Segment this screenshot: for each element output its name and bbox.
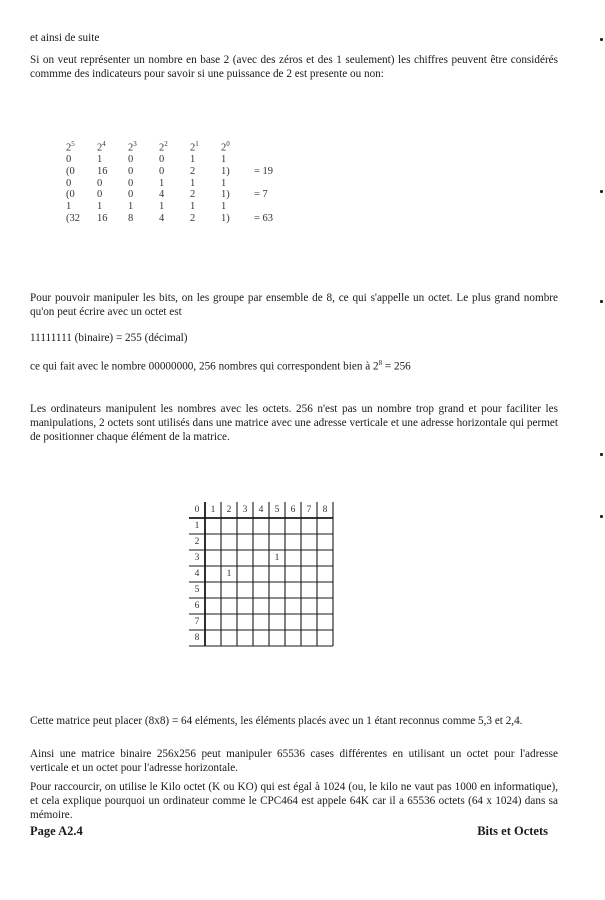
power-cell: 16	[97, 212, 108, 224]
power-row	[66, 189, 294, 201]
power-base: 2	[190, 142, 196, 154]
margin-mark	[600, 515, 603, 518]
power-base: 2	[221, 142, 227, 154]
power-cell: 1	[159, 177, 165, 189]
matrix-row-header: 7	[194, 617, 200, 627]
matrix-row-header: 2	[194, 537, 200, 547]
paragraph-octet: Pour pouvoir manipuler les bits, on les groupe par ensemble de 8, ce qui s'appelle un octet. Le plus grand nombre qu'on peut écrire avec un octet est	[30, 292, 558, 318]
matrix-row-header: 6	[194, 601, 200, 611]
matrix-corner-label: 0	[194, 505, 200, 515]
paragraph-binary-255	[30, 331, 558, 345]
paragraph-kilo-octet: Pour raccourcir, on utilise le Kilo octet (K ou KO) qui est égal à 1024 (ou, le kilo ne vaut pas 1000 en informatique), et cela explique pourquoi un ordinateur comme le CPC464 est appele 64K car il a 65536 octets (64 x 1024) dans sa mémoire.	[30, 781, 558, 821]
power-cell: 2	[190, 189, 196, 201]
matrix-row-header: 5	[194, 585, 200, 595]
paragraph-binary-matrix: Ainsi une matrice binaire 256x256 peut manipuler 65536 cases différentes en utilisant un octet pour l'adresse verticale et un octet pour l'adresse horizontale.	[30, 748, 558, 774]
power-row	[66, 154, 294, 166]
powers-of-two-table	[66, 139, 294, 224]
power-exponent: 5	[71, 140, 75, 148]
power-cell: 0	[159, 165, 165, 177]
power-cell: 1)	[221, 212, 230, 224]
power-cell: 0	[159, 154, 165, 166]
power-cell: 0	[128, 165, 134, 177]
matrix-col-header: 5	[274, 505, 280, 515]
power-of-two-cell	[221, 139, 252, 154]
power-cell: 0	[66, 177, 72, 189]
power-cell: 1	[97, 154, 103, 166]
matrix-col-header: 3	[242, 505, 248, 515]
power-cell: 1)	[221, 165, 230, 177]
power-base: 2	[128, 142, 134, 154]
paragraph-base2: Si on veut représenter un nombre en base 2 (avec des zéros et des 1 seulement) les chiffres peuvent être considérés commme des indicateurs pour savoir si une puissance de 2 est presente ou non:	[30, 54, 558, 80]
power-cell: 1	[128, 201, 134, 213]
power-of-two-cell	[159, 139, 190, 154]
paragraph-matrix-capacity: Cette matrice peut placer (8x8) = 64 eléments, les éléments placés avec un 1 étant reconnus comme 5,3 et 2,4.	[30, 715, 523, 727]
power-result: = 7	[254, 189, 268, 201]
power-cell: 1	[190, 154, 196, 166]
power-of-two-cell	[97, 139, 128, 154]
power-header-row	[66, 139, 294, 154]
binary-255-text: 11111111 (binaire) = 255 (décimal)	[30, 332, 188, 344]
matrix-col-header: 1	[210, 505, 216, 515]
power-cell: 0	[97, 189, 103, 201]
text-256-prefix: ce qui fait avec le nombre 00000000, 256 nombres qui correspondent bien à 2	[30, 360, 379, 373]
power-cell: 0	[128, 177, 134, 189]
exponent-8: 8	[378, 359, 383, 367]
matrix-col-header: 6	[290, 505, 296, 515]
matrix-row-header: 8	[194, 633, 200, 643]
matrix-col-header: 4	[258, 505, 264, 515]
power-of-two-cell	[190, 139, 221, 154]
paragraph-256-numbers	[30, 356, 558, 374]
power-result	[252, 201, 294, 213]
margin-mark	[600, 300, 603, 303]
power-cell: 2	[190, 212, 196, 224]
power-exponent: 3	[133, 140, 137, 148]
power-cell: 1	[221, 154, 227, 166]
power-cell: 1)	[221, 189, 230, 201]
power-row	[66, 178, 294, 190]
power-result	[252, 154, 294, 166]
matrix-mark: 1	[274, 553, 280, 563]
power-cell: 1	[66, 201, 72, 213]
power-cell: (32	[66, 212, 80, 224]
page-number: Page A2.4	[30, 824, 83, 838]
margin-mark	[600, 453, 603, 456]
matrix-row-header: 1	[194, 521, 200, 531]
power-cell: 8	[128, 212, 134, 224]
power-exponent: 2	[164, 140, 168, 148]
power-cell: 16	[97, 165, 108, 177]
power-cell: 1	[190, 177, 196, 189]
matrix-mark: 1	[226, 569, 232, 579]
power-cell: 1	[221, 177, 227, 189]
power-exponent: 4	[102, 140, 106, 148]
power-cell: 1	[97, 201, 103, 213]
matrix-row-header: 4	[194, 569, 200, 579]
power-cell: 4	[159, 189, 165, 201]
power-cell: 1	[221, 201, 227, 213]
power-cell: 0	[97, 177, 103, 189]
matrix-row-header: 3	[194, 553, 200, 563]
text-256-suffix: = 256	[382, 360, 411, 373]
power-cell: (0	[66, 165, 75, 177]
power-base: 2	[97, 142, 103, 154]
power-row	[66, 213, 294, 225]
power-cell: 1	[159, 201, 165, 213]
paragraph-matrix-intro: Les ordinateurs manipulent les nombres avec les octets. 256 n'est pas un nombre trop grand et pour faciliter les manipulations, 2 octets sont utilisés dans une matrice avec une adresse verticale et une adresse horizontale qui permet de positionner chaque élément de la matrice.	[30, 403, 558, 443]
power-row	[66, 201, 294, 213]
power-exponent: 1	[195, 140, 199, 148]
power-cell: 2	[190, 165, 196, 177]
paragraph-intro: et ainsi de suite	[30, 32, 100, 44]
margin-mark	[600, 38, 603, 41]
power-cell: 4	[159, 212, 165, 224]
power-result	[252, 178, 294, 190]
power-cell: 0	[128, 189, 134, 201]
power-exponent: 0	[226, 140, 230, 148]
power-base: 2	[66, 142, 72, 154]
power-of-two-cell	[66, 139, 97, 154]
power-cell: (0	[66, 189, 75, 201]
power-result: = 19	[254, 165, 274, 177]
power-of-two-cell	[128, 139, 159, 154]
matrix-gridlines	[189, 502, 349, 662]
power-result: = 63	[254, 212, 274, 224]
power-row	[66, 166, 294, 178]
power-cell: 0	[128, 154, 134, 166]
matrix-col-header: 2	[226, 505, 232, 515]
matrix-col-header: 7	[306, 505, 312, 515]
chapter-title: Bits et Octets	[477, 824, 548, 838]
matrix-col-header: 8	[322, 505, 328, 515]
power-cell: 1	[190, 201, 196, 213]
power-cell: 0	[66, 154, 72, 166]
power-base: 2	[159, 142, 165, 154]
margin-mark	[600, 190, 603, 193]
